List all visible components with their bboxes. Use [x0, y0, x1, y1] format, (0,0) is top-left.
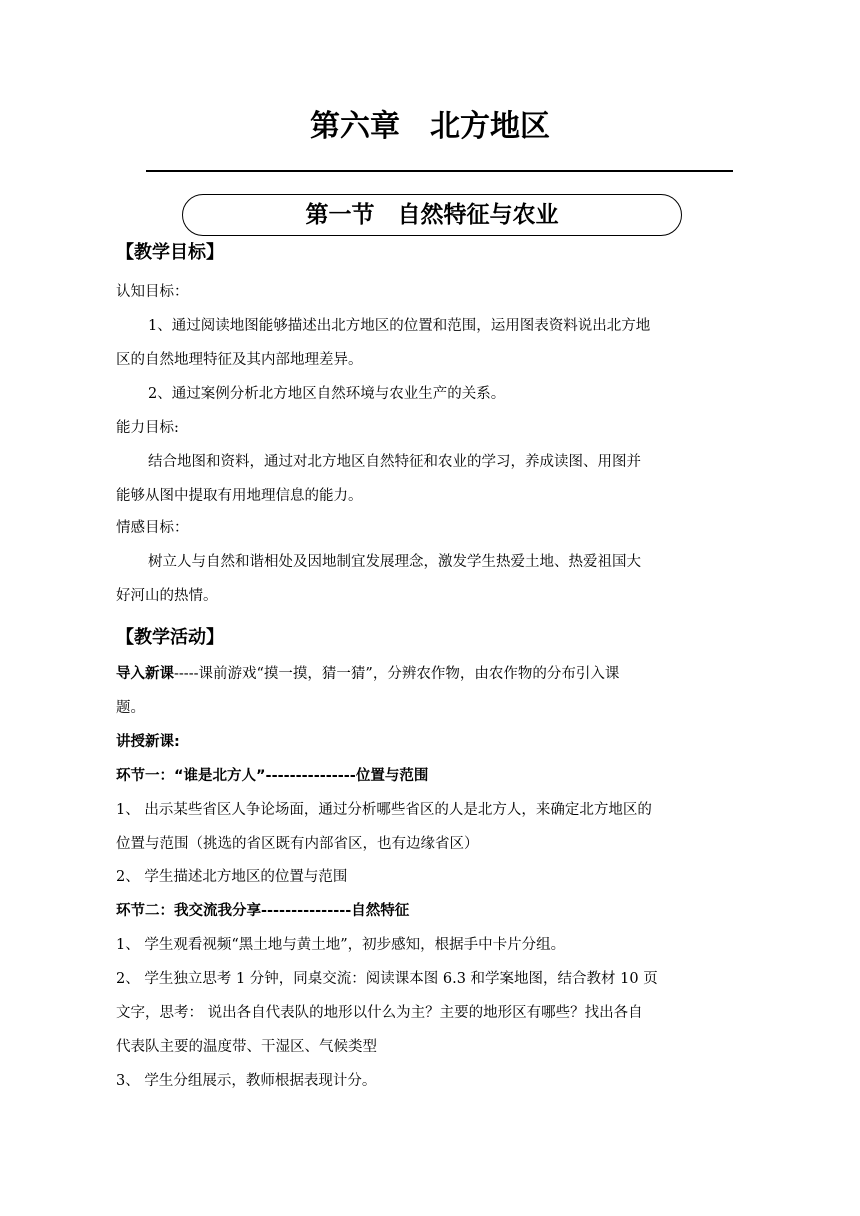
- link-1-title: 环节一：“谁是北方人”---------------位置与范围: [116, 768, 429, 784]
- section-title: 第一节 自然特征与农业: [305, 202, 559, 228]
- teaching-goals-heading: 【教学目标】: [116, 242, 224, 263]
- link-2-item-2-line-1: 2、 学生独立思考 1 分钟，同桌交流：阅读课本图 6.3 和学案地图，结合教材 10 页: [116, 971, 658, 987]
- emotion-goal-line-1: 树立人与自然和谐相处及因地制宜发展理念，激发学生热爱土地、热爱祖国大: [148, 554, 641, 570]
- cognitive-goals-label: 认知目标：: [116, 284, 189, 300]
- link-1-item-1-line-2: 位置与范围（挑选的省区既有内部省区，也有边缘省区）: [116, 836, 479, 852]
- ability-goal-line-2: 能够从图中提取有用地理信息的能力。: [116, 488, 363, 504]
- link-2-item-1: 1、 学生观看视频“黑土地与黄土地”，初步感知，根据手中卡片分组。: [116, 937, 566, 953]
- link-2-item-2-line-2: 文字，思考： 说出各自代表队的地形以什么为主？主要的地形区有哪些？找出各自: [116, 1005, 643, 1021]
- ability-goal-line-1: 结合地图和资料，通过对北方地区自然特征和农业的学习，养成读图、用图并: [148, 454, 641, 470]
- intro-label: 导入新课: [116, 666, 174, 682]
- ability-goals-label: 能力目标:: [116, 420, 179, 436]
- cognitive-goal-2: 2、通过案例分析北方地区自然环境与农业生产的关系。: [148, 386, 506, 402]
- link-2-item-2-line-3: 代表队主要的温度带、干湿区、气候类型: [116, 1039, 377, 1055]
- link-1-item-2: 2、 学生描述北方地区的位置与范围: [116, 869, 348, 885]
- intro-line-2: 题。: [116, 700, 145, 716]
- link-2-item-3: 3、 学生分组展示，教师根据表现计分。: [116, 1073, 377, 1089]
- intro-line-1: [116, 664, 619, 684]
- intro-text: -----课前游戏“摸一摸，猜一猜”，分辨农作物，由农作物的分布引入课: [174, 666, 620, 682]
- emotion-goal-line-2: 好河山的热情。: [116, 588, 218, 604]
- link-1-item-1-line-1: 1、 出示某些省区人争论场面，通过分析哪些省区的人是北方人，来确定北方地区的: [116, 802, 652, 818]
- cognitive-goal-1-line-2: 区的自然地理特征及其内部地理差异。: [116, 352, 363, 368]
- chapter-title: 第六章 北方地区: [310, 109, 550, 144]
- cognitive-goal-1-line-1: 1、通过阅读地图能够描述出北方地区的位置和范围，运用图表资料说出北方地: [148, 318, 651, 334]
- title-divider: [146, 170, 733, 172]
- teaching-activities-heading: 【教学活动】: [116, 627, 224, 648]
- new-lesson-label: 讲授新课:: [116, 734, 180, 750]
- link-2-title: 环节二：我交流我分享---------------自然特征: [116, 903, 410, 919]
- emotion-goals-label: 情感目标：: [116, 520, 189, 536]
